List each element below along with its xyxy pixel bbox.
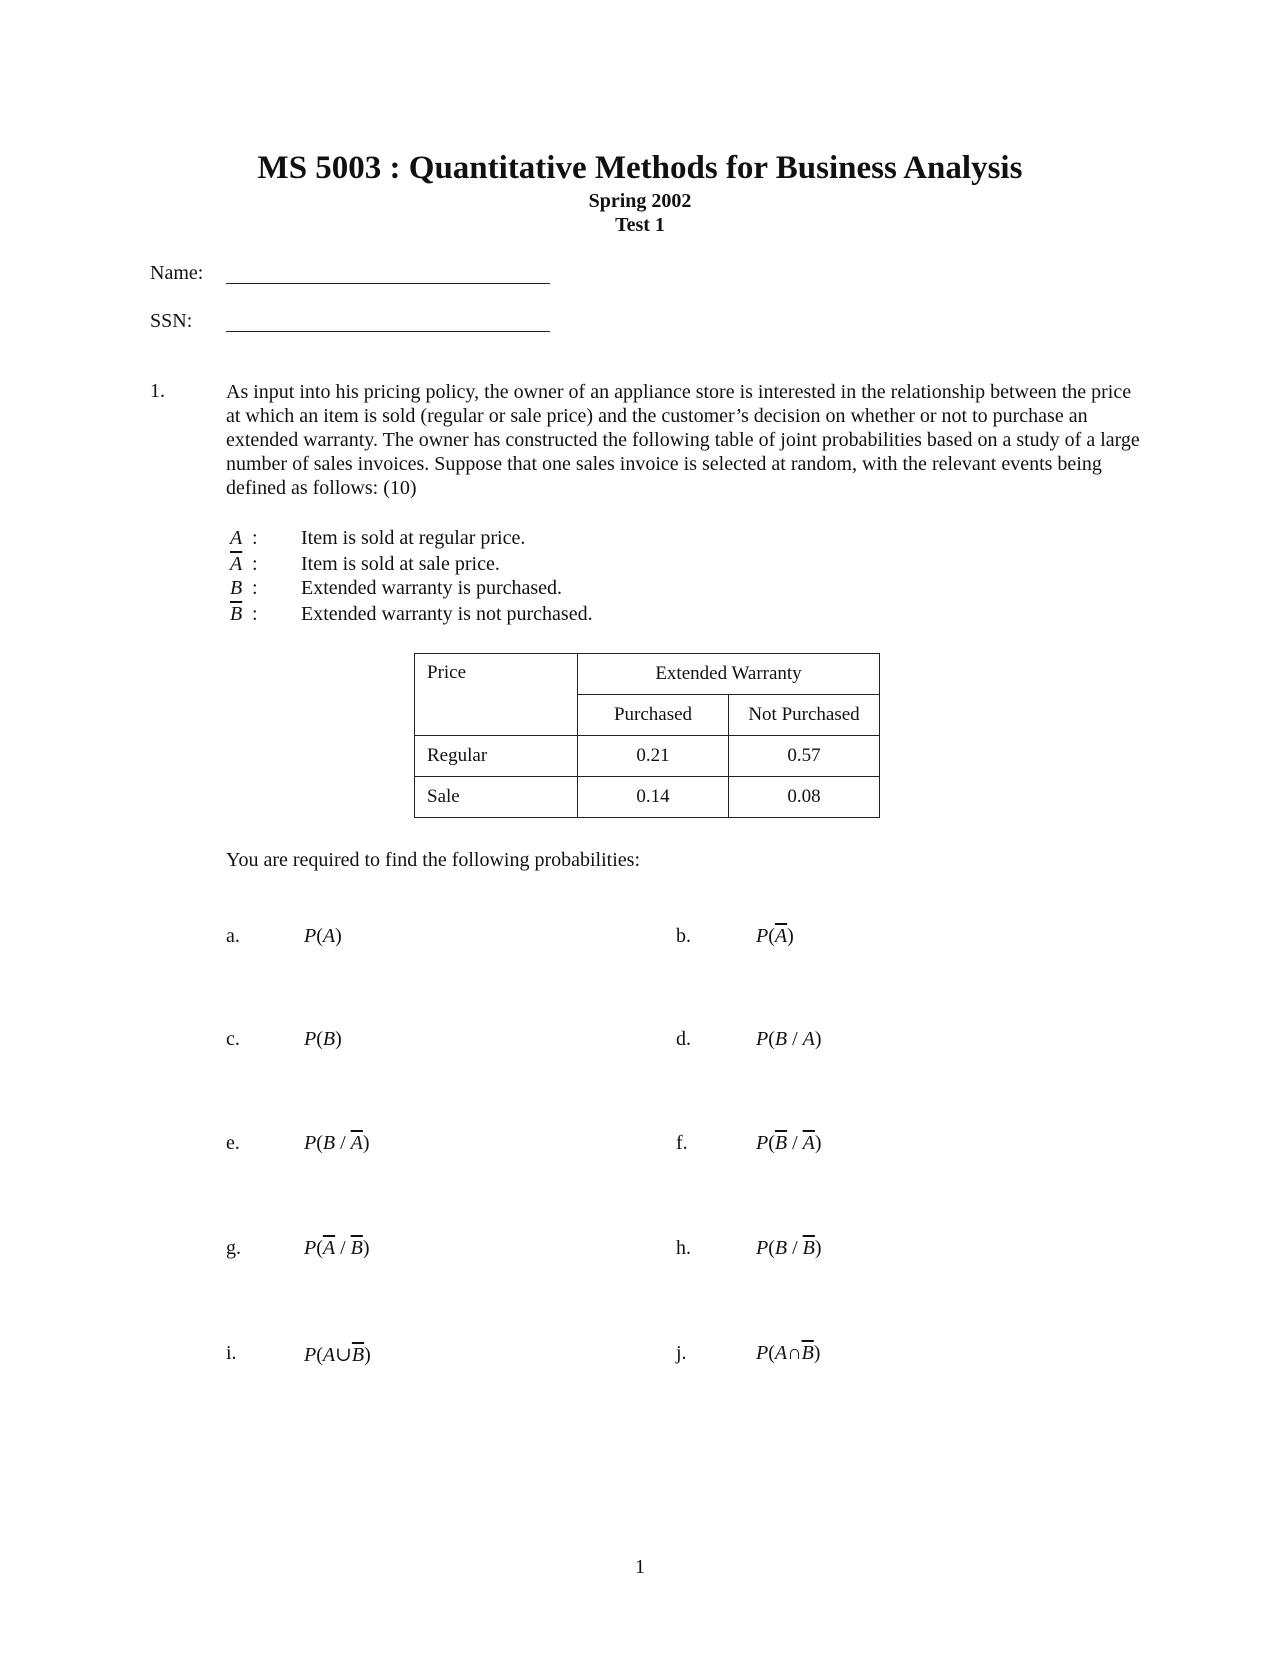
part-label-d: d.	[676, 1028, 691, 1050]
event-symbol-b-complement: $\overline{B}$	[230, 603, 243, 625]
part-label-f: f.	[676, 1132, 688, 1154]
required-instruction: You are required to find the following probabilities:	[226, 849, 641, 871]
table-cell: 0.08	[729, 777, 880, 818]
event-symbol-b: B	[230, 577, 243, 599]
ssn-field[interactable]	[226, 331, 550, 332]
event-colon: :	[252, 553, 258, 575]
table-row	[415, 736, 880, 777]
event-colon: :	[252, 577, 258, 599]
table-cell: 0.14	[578, 777, 729, 818]
table-row-header: Price	[415, 654, 578, 736]
part-expression-g: $P(\overline{A} / \overline{B})$	[304, 1237, 370, 1259]
name-field[interactable]	[226, 283, 550, 284]
part-expression-d: P(B / A)	[756, 1028, 822, 1050]
part-label-h: h.	[676, 1237, 691, 1259]
part-expression-j: $P(A\cap\overline{B})$	[756, 1342, 821, 1364]
table-row-label: Regular	[415, 736, 578, 777]
event-colon: :	[252, 603, 258, 625]
part-expression-c: P(B)	[304, 1028, 342, 1050]
event-text-a-complement: Item is sold at sale price.	[301, 553, 500, 575]
question-number: 1.	[150, 380, 165, 402]
part-expression-e: $P(B / \overline{A})$	[304, 1132, 370, 1154]
part-label-c: c.	[226, 1028, 240, 1050]
term-subtitle: Spring 2002	[588, 190, 692, 212]
event-text-b-complement: Extended warranty is not purchased.	[301, 603, 593, 625]
table-row-label: Sale	[415, 777, 578, 818]
page-title: MS 5003 : Quantitative Methods for Business Analysis	[257, 150, 1023, 186]
table-row	[415, 777, 880, 818]
part-expression-f: $P(\overline{B} / \overline{A})$	[756, 1132, 822, 1154]
ssn-label: SSN:	[150, 310, 193, 332]
name-label: Name:	[150, 262, 204, 284]
event-symbol-a: A	[230, 527, 243, 549]
table-cell: 0.57	[729, 736, 880, 777]
joint-probability-table	[414, 653, 880, 818]
event-text-b: Extended warranty is purchased.	[301, 577, 563, 599]
page-number: 1	[635, 1556, 645, 1578]
part-label-a: a.	[226, 925, 240, 947]
table-col-header-purchased: Purchased	[578, 695, 729, 736]
part-expression-a: P(A)	[304, 925, 342, 947]
part-label-g: g.	[226, 1237, 241, 1259]
test-subtitle: Test 1	[615, 214, 665, 236]
part-label-i: i.	[226, 1342, 237, 1364]
part-expression-h: $P(B / \overline{B})$	[756, 1237, 822, 1259]
table-cell: 0.21	[578, 736, 729, 777]
part-label-e: e.	[226, 1132, 240, 1154]
question-intro: As input into his pricing policy, the owner of an appliance store is interested in the relationship between the price at which an item is sold (regular or sale price) and the customer’s decision on whether or not to purchase an extended warranty. The owner has constructed the following table of joint probabilities based on a study of a large number of sales invoices. Suppose that one sales invoice is selected at random, with the relevant events being defined as follows: (10)	[226, 381, 1140, 499]
table-group-header: Extended Warranty	[578, 654, 880, 695]
part-label-j: j.	[676, 1342, 687, 1364]
event-symbol-a-complement: $\overline{A}$	[230, 553, 243, 575]
part-expression-b: $P(\overline{A})$	[756, 925, 794, 947]
part-label-b: b.	[676, 925, 691, 947]
event-text-a: Item is sold at regular price.	[301, 527, 526, 549]
part-expression-i: $P(A\cup\overline{B})$	[304, 1344, 371, 1366]
event-colon: :	[252, 527, 258, 549]
table-col-header-not-purchased: Not Purchased	[729, 695, 880, 736]
